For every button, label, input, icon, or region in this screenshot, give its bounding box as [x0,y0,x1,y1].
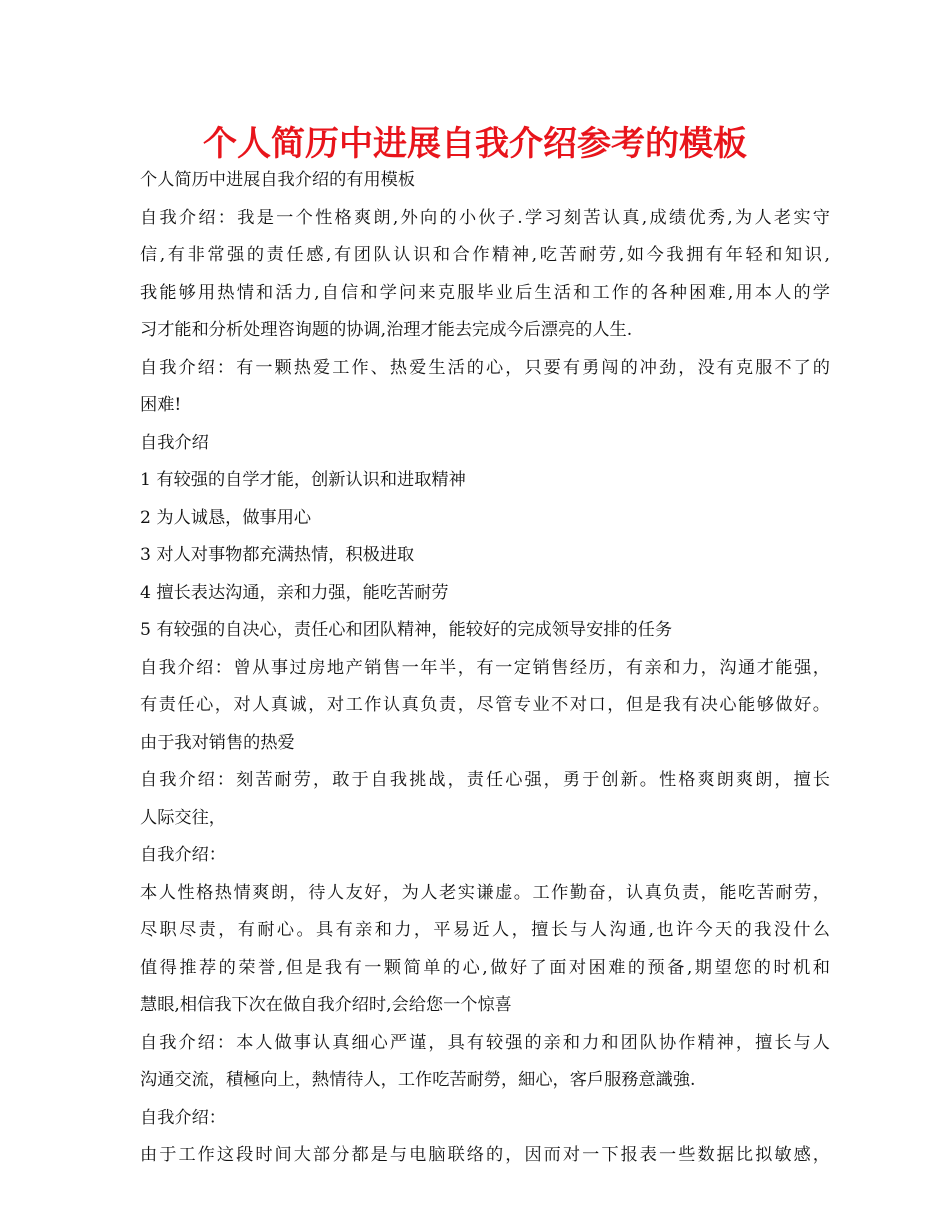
body-line: 有责任心，对人真诚，对工作认真负责，尽管专业不对口，但是我有决心能够做好。 [140,695,830,715]
document-title: 个人简历中进展自我介绍参考的模板 [203,124,747,164]
body-line: 5 有较强的自决心，责任心和团队精神，能较好的完成领导安排的任务 [140,620,673,640]
document-body [140,162,830,1175]
body-line: 自我介绍：我是一个性格爽朗,外向的小伙子.学习刻苦认真,成绩优秀,为人老实守 [140,207,830,228]
body-line: 自我介绍：有一颗热爱工作、热爱生活的心，只要有勇闯的冲劲，没有克服不了的 [140,357,830,378]
body-line: 慧眼,相信我下次在做自我介绍时,会给您一个惊喜 [140,995,512,1015]
body-line: 自我介绍：曾从事过房地产销售一年半，有一定销售经历，有亲和力，沟通才能强， [140,657,830,678]
body-line: 自我介绍： [140,1107,226,1128]
body-line: 自我介绍：本人做事认真细心严谨，具有较强的亲和力和团队协作精神，擅长与人 [140,1032,830,1053]
body-line: 我能够用热情和活力,自信和学问来克服毕业后生活和工作的各种困难,用本人的学 [140,282,830,303]
body-line: 由于工作这段时间大部分都是与电脑联络的，因而对一下报表一些数据比拟敏感， [140,1145,830,1165]
body-line: 本人性格热情爽朗，待人友好，为人老实谦虚。工作勤奋，认真负责，能吃苦耐劳， [140,882,830,903]
body-line: 自我介绍：刻苦耐劳，敢于自我挑战，责任心强，勇于创新。性格爽朗爽朗，擅长 [140,770,830,790]
body-line: 习才能和分析处理咨询题的协调,治理才能去完成今后漂亮的人生. [140,320,633,340]
body-line: 信,有非常强的责任感,有团队认识和合作精神,吃苦耐劳,如今我拥有年轻和知识, [140,245,830,265]
body-line: 值得推荐的荣誉,但是我有一颗简单的心,做好了面对困难的预备,期望您的时机和 [140,957,830,978]
body-line: 由于我对销售的热爱 [140,732,295,753]
body-line: 2 为人诚恳，做事用心 [140,507,312,528]
body-line: 沟通交流，積極向上，熱情待人，工作吃苦耐勞，細心，客戶服務意識強. [140,1070,696,1090]
body-line: 自我介绍： [140,845,226,865]
body-line: 困难! [140,395,182,415]
body-line: 4 擅长表达沟通，亲和力强，能吃苦耐劳 [140,582,449,603]
body-line: 1 有较强的自学才能，创新认识和进取精神 [140,470,466,490]
body-line: 自我介绍 [140,432,209,453]
body-line: 3 对人对事物都充满热情，积极进取 [140,545,415,565]
body-line: 个人简历中进展自我介绍的有用模板 [140,170,416,190]
body-line: 尽职尽责，有耐心。具有亲和力，平易近人，擅长与人沟通,也许今天的我没什么 [140,920,830,940]
body-line: 人际交往， [140,807,226,828]
